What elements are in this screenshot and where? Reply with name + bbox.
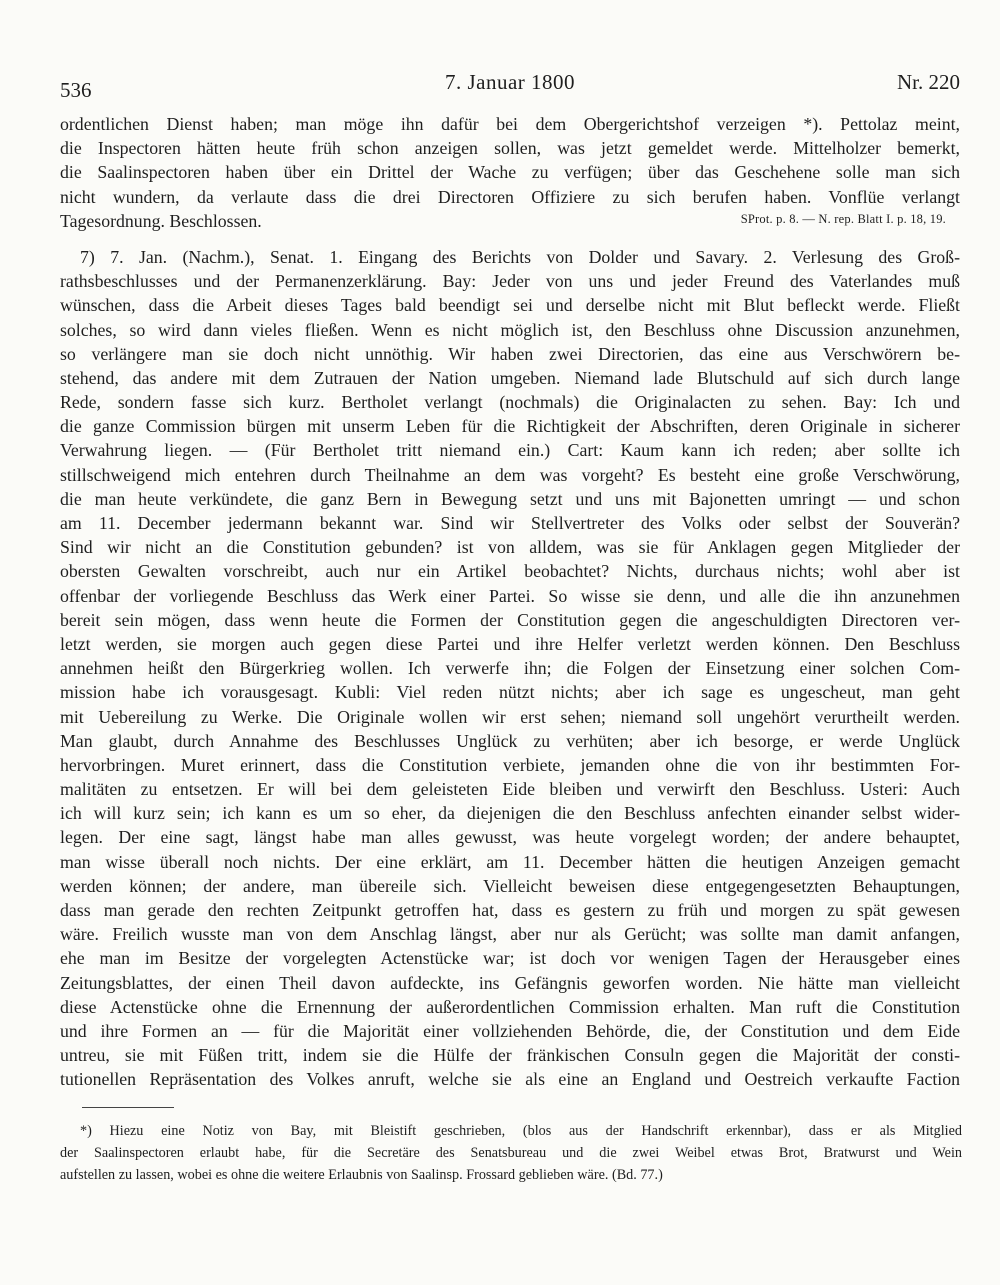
footnote: [60, 1120, 962, 1186]
text-line: mit Uebereilung zu Werke. Die Originale wollen wir erst sehen; niemand soll ungehört verurtheilt werden.: [60, 706, 960, 727]
text-line: malitäten zu entsetzen. Er will bei dem geleisteten Eide bleiben und verwirft den Beschluss. Usteri: Auch: [60, 779, 960, 800]
text-line: annehmen heißt den Bürgerkrieg wollen. Ich verwerfe ihn; die Folgen der Einsetzung einer solchen Com-: [60, 658, 960, 679]
main-text: [60, 112, 960, 1116]
text-line: Man glaubt, durch Annahme des Beschlusses Unglück zu verhüten; aber ich besorge, er werde Unglück: [60, 730, 960, 751]
source-reference: SProt. p. 8. — N. rep. Blatt I. p. 18, 19.: [740, 211, 946, 226]
text-line: wünschen, dass die Arbeit dieses Tages bald beendigt sei und derselbe nicht mit Blut befleckt werde. Fließt: [60, 295, 960, 316]
text-line: Rede, sondern fasse sich kurz. Bertholet verlangt (nochmals) die Originalacten zu sehen. Bay: Ich und: [60, 392, 960, 413]
text-line: und ihre Formen an — für die Majorität einer vollziehenden Behörde, die, der Constitution und dem Eide: [60, 1020, 960, 1041]
text-line: die Inspectoren hätten heute früh schon anzeigen sollen, was jetzt gemeldet werde. Mittelholzer bemerkt,: [60, 138, 960, 159]
text-line: dass man gerade den rechten Zeitpunkt getroffen hat, dass es gestern zu früh und morgen zu spät gewesen: [60, 900, 960, 920]
text-line: letzt werden, sie morgen auch gegen diese Partei und ihre Helfer verletzt werden können. Den Beschluss: [60, 633, 960, 654]
text-line: tutionellen Repräsentation des Volkes anruft, welche sie als eine an England und Oestreich verkaufte Faction: [60, 1069, 960, 1090]
text-line: ehe man im Besitze der vorgelegten Actenstücke war; ist doch vor wenigen Tagen der Herausgeber eines: [60, 948, 960, 969]
page-number: 536: [60, 78, 92, 102]
text-line: bereit sein mögen, dass wenn heute die Formen der Constitution gegen die angeschuldigten Directoren ver-: [60, 609, 960, 630]
text-line: Sind wir nicht an die Constitution gebunden? ist von alldem, was sie für Anklagen gegen Mitglieder der: [60, 537, 960, 558]
text-line: die man heute verkündete, die ganz Bern in Bewegung setzt und uns mit Bajonetten umringt — und schon: [60, 488, 960, 509]
text-line: untreu, sie mit Füßen tritt, indem sie die Hülfe der fränkischen Consuln gegen die Majorität der consti-: [60, 1045, 960, 1066]
text-line: ordentlichen Dienst haben; man möge ihn dafür bei dem Obergerichtshof verzeigen *). Pettolaz meint,: [60, 114, 960, 134]
text-line: rathsbeschlusses und der Permanenzerklärung. Bay: Jeder von uns und jeder Freund des Vaterlandes muß: [60, 271, 960, 292]
text-line: man wisse überall noch nichts. Der eine erklärt, am 11. December hätten die heutigen Anzeigen gemacht: [60, 851, 960, 872]
header-date-title: 7. Januar 1800: [444, 70, 576, 94]
text-line: die Saalinspectoren haben über ein Drittel der Wache zu verfügen; über das Geschehene solle man sich: [60, 162, 960, 183]
text-line: mission habe ich vorausgesagt. Kubli: Viel reden nützt nichts; aber ich sage es ungescheut, man geht: [60, 682, 960, 703]
text-line-with-reference: [60, 209, 960, 233]
text-line: werden können; der andere, man übereile sich. Vielleicht beweisen diese entgegengesetzten Behauptungen,: [60, 875, 960, 896]
text-line: solches, so wird dann vieles fließen. Wenn es nicht möglich ist, den Beschluss ohne Discussion anzunehmen,: [60, 319, 960, 340]
document-number: Nr. 220: [897, 70, 960, 94]
book-page: [60, 0, 965, 1285]
text-line: legen. Der eine sagt, längst habe man alles gewusst, was heute vorgelegt worden; der andere behauptet,: [60, 827, 960, 848]
text-line: diese Actenstücke ohne die Ernennung der außerordentlichen Commission erhalten. Man ruft die Constitution: [60, 996, 960, 1017]
text-line: so verlängere man sie doch nicht unnöthig. Wir haben zwei Directorien, das eine aus Verschwörern be-: [60, 343, 960, 364]
footnote-separator: [82, 1107, 174, 1108]
text-line: am 11. December jedermann bekannt war. Sind wir Stellvertreter des Volks oder selbst der Souverän?: [60, 513, 960, 533]
text-line: nicht wundern, da verlaute dass die drei Directoren Offiziere zu sich berufen haben. Vonflüe verlangt: [60, 186, 960, 207]
text-line: stehend, das andere mit dem Zutrauen der Nation umgeben. Niemand lade Blutschuld auf sich durch lange: [60, 367, 960, 388]
text-line: stillschweigend mich entehren durch Theilnahme an dem was vorgeht? Es besteht eine große Verschwörung,: [60, 464, 960, 485]
running-header: [60, 70, 960, 100]
text-line: Verwahrung liegen. — (Für Bertholet tritt niemand ein.) Cart: Kaum kann ich reden; aber sollte ich: [60, 440, 960, 461]
text-line: Zeitungsblattes, der einen Theil davon aufdeckte, ins Gefängnis geworfen worden. Nie hätte man vielleicht: [60, 972, 960, 993]
text-line: obersten Gewalten vorschreibt, auch nur ein Artikel beobachtet? Nichts, durchaus nichts; wohl aber ist: [60, 561, 960, 582]
paragraph-gap: [60, 233, 960, 245]
footnote-line: der Saalinspectoren erlaubt habe, für die Secretäre des Senatsbureau und die zwei Weibel etwas Brot, Bratwurst und Wein: [60, 1145, 962, 1161]
footnote-line: *) Hiezu eine Notiz von Bay, mit Bleistift geschrieben, (blos aus der Handschrift erkennbar), dass er als Mitglied: [80, 1123, 962, 1139]
text-line: [60, 1092, 960, 1116]
text-line: hervorbringen. Muret erinnert, dass die Constitution verbiete, jemanden ohne die von ihr bestimmten For-: [60, 754, 960, 775]
text-line: ich will kurz sein; ich kann es um so eher, da diejenigen die den Beschluss anfechten einander selbst wider-: [60, 803, 960, 824]
text-line: offenbar der vorliegende Beschluss das Werk einer Partei. So wisse sie denn, und alle die ihn anzunehmen: [60, 585, 960, 606]
text-line-content: Tagesordnung. Beschlossen.: [60, 210, 262, 231]
text-line: wäre. Freilich wusste man von dem Anschlag längst, aber nur als Gerücht; was sollte man damit anfangen,: [60, 924, 960, 945]
text-line: die ganze Commission bürgen mit unserm Leben für die Richtigkeit der Abschriften, deren Originale in sicherer: [60, 416, 960, 437]
footnote-line: aufstellen zu lassen, wobei es ohne die weitere Erlaubnis von Saalinsp. Frossard geblieben wäre. (Bd. 77.): [60, 1167, 663, 1183]
text-line: 7) 7. Jan. (Nachm.), Senat. 1. Eingang des Berichts von Dolder und Savary. 2. Verlesung des Groß-: [80, 246, 960, 267]
